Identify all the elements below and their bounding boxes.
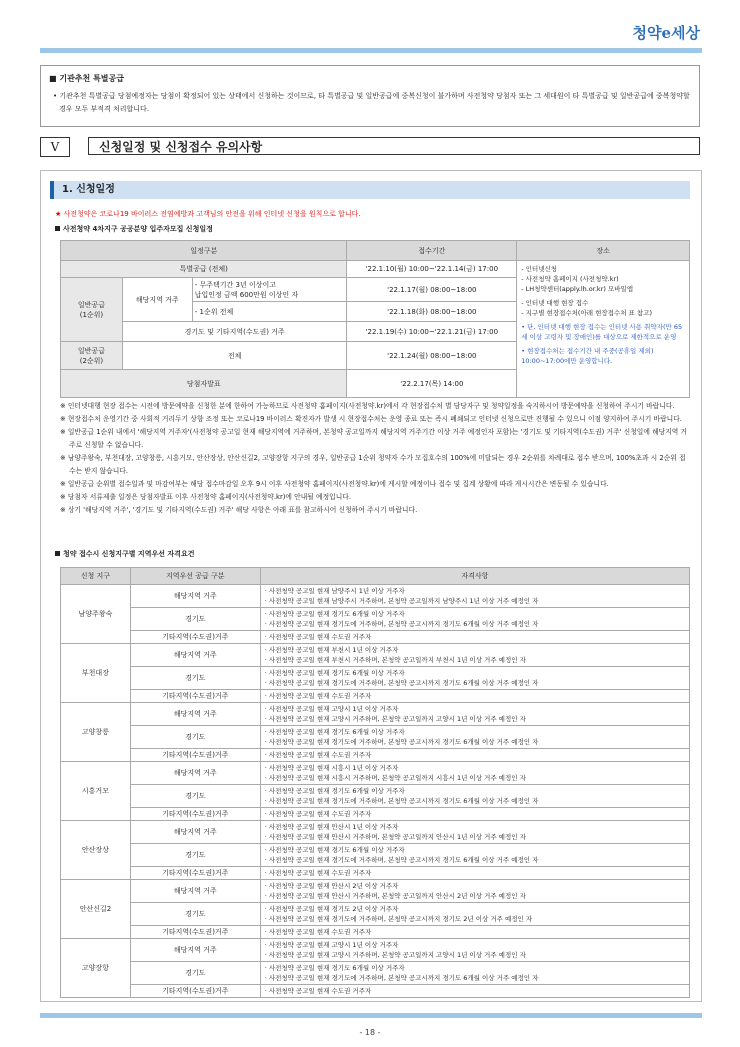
qual-line: · 사전청약 공고일 현재 경기도 6개월 이상 거주자 [264, 787, 405, 795]
etc-type-cell: 기타지역(수도권)거주 [130, 749, 260, 762]
notice-title: ■ 기관추천 특별공급 [49, 74, 124, 83]
local-type-cell: 해당지역 거주 [130, 939, 260, 962]
region-cell: 안산신길2 [61, 880, 131, 939]
top-bar [40, 48, 702, 53]
gg-period: '22.1.19(수) 10:00~'22.1.21(금) 17:00 [347, 322, 517, 342]
notice-bullet: • 기관추천 특별공급 당첨예정자는 당첨이 확정되어 있는 상태에서 신청하는 것이므로, 타 특별공급 및 일반공급에 중복신청이 불가하며 사전청약 당첨자 또는 그 세대원이 타 특별공급 및 일반공급에 중복청약할 경우 모두 부적격 처리합니다. [53, 92, 690, 113]
qual-title: 청약 접수시 신청지구별 지역우선 자격요건 [55, 549, 194, 559]
table-row [61, 939, 690, 962]
qual-line: · 사전청약 공고일 현재 고양시 1년 이상 거주자 [264, 941, 399, 949]
gg-label: 경기도 및 기타지역(수도권) 거주 [122, 322, 347, 342]
r1-label: - 무주택기간 3년 이상이고 납입인정 금액 600만원 이상인 자 [192, 278, 347, 302]
etc-qual-cell: · 사전청약 공고일 현재 수도권 거주자 [260, 749, 689, 762]
gg-qual-cell [260, 785, 689, 808]
qual-line: · 사전청약 공고일 현재 경기도 6개월 이상 거주자 [264, 964, 405, 972]
note-item: ※ 일반공급 1순위 내에서 '해당지역 거주자'(사전청약 공고일 현재 해당지역에 거주하며, 본청약 공고일까지 해당지역 거주기간 이상 거주 예정인자 포함)는 '경기도 및 기타지역(수도권) 거주' 신청일에 해당지역 거주로 신청할 수 없습니다. [60, 428, 688, 449]
qual-line: · 사전청약 공고일 현재 경기도에 거주하며, 본청약 공고시까지 경기도 6개월 이상 거주 예정인 자 [264, 738, 539, 746]
th-place: 장소 [517, 241, 690, 261]
all-period: '22.1.24(월) 08:00~18:00 [347, 342, 517, 370]
qual-line: · 사전청약 공고일 현재 경기도에 거주하며, 본청약 공고시까지 경기도 6개월 이상 거주 예정인 자 [264, 797, 539, 805]
qual-line: · 사전청약 공고일 현재 시흥시 거주하며, 본청약 공고일까지 시흥시 1년 이상 거주 예정인 자 [264, 774, 526, 782]
gg-qual-cell [260, 726, 689, 749]
etc-qual-cell: · 사전청약 공고일 현재 수도권 거주자 [260, 985, 689, 998]
local-qual-cell [260, 880, 689, 903]
qual-line: · 사전청약 공고일 현재 남양주시 거주하며, 본청약 공고일까지 남양주시 1년 이상 거주 예정인 자 [264, 597, 539, 605]
table-row [61, 690, 690, 703]
qual-line: · 사전청약 공고일 현재 고양시 1년 이상 거주자 [264, 705, 399, 713]
region-cell: 남양주왕숙 [61, 585, 131, 644]
note-item: ※ 당첨자 서류제출 일정은 당첨자발표 이후 사전청약 홈페이지(사전청약.kr)에 안내될 예정입니다. [60, 493, 351, 501]
table-row [61, 667, 690, 690]
winner-label: 당첨자발표 [61, 370, 347, 398]
table-row [61, 808, 690, 821]
qualification-table [60, 567, 690, 998]
table-row [61, 644, 690, 667]
qual-line: · 사전청약 공고일 현재 경기도에 거주하며, 본청약 공고시까지 경기도 6개월 이상 거주 예정인 자 [264, 856, 539, 864]
gg-qual-cell [260, 608, 689, 631]
section-title: 신청일정 및 신청접수 유의사항 [88, 137, 700, 155]
etc-type-cell: 기타지역(수도권)거주 [130, 926, 260, 939]
local-label: 해당지역 거주 [122, 278, 192, 322]
gg-type-cell: 경기도 [130, 608, 260, 631]
region-cell: 부천대장 [61, 644, 131, 703]
qual-line: · 사전청약 공고일 현재 경기도 6개월 이상 거주자 [264, 669, 405, 677]
qual-line: · 사전청약 공고일 현재 경기도에 거주하며, 본청약 공고시까지 경기도 6개월 이상 거주 예정인 자 [264, 974, 539, 982]
table-row [61, 726, 690, 749]
table-row [61, 880, 690, 903]
local-type-cell: 해당지역 거주 [130, 821, 260, 844]
winner-period: '22.2.17(목) 14:00 [347, 370, 517, 398]
local-type-cell: 해당지역 거주 [130, 703, 260, 726]
qual-line: · 사전청약 공고일 현재 경기도 6개월 이상 거주자 [264, 610, 405, 618]
note-item: ※ 인터넷대행 현장 접수는 시전에 방문예약을 신청한 분에 한하여 가능하므로 사전청약 홈페이지(사전청약.kr)에서 각 현장접수처 별 담당자구 및 청약일정을 숙지하시어 방문예약을 신청하여 주시기 바랍니다. [60, 402, 675, 410]
place-cell: - 인터넷신청 - 사전청약 홈페이지 (사전청약.kr) - LH청약센터(apply.lh.or.kr) 모바일앱 - 인터넷 대행 현장 접수 - 지구별 현장접수처(아래 현장접수처 표 참고) • 단, 인터넷 대행 현장 접수는 인터넷 사용 취약자(만 65세 이상 고령자 및 장애인)를 대상으로 제한적으로 운영 • 현장접수처는 접수기간 내 주중(공휴일 제외) 10:00~17:00에만 운영합니다. [517, 261, 690, 398]
gg-type-cell: 경기도 [130, 844, 260, 867]
local-qual-cell [260, 939, 689, 962]
qual-line: · 사전청약 공고일 현재 안산시 거주하며, 본청약 공고일까지 안산시 1년 이상 거주 예정인 자 [264, 833, 526, 841]
table-row [61, 926, 690, 939]
r2-label: - 1순위 전체 [192, 302, 347, 322]
th-supply-type: 지역우선 공급 구분 [130, 568, 260, 585]
gen1-label: 일반공급 (1순위) [61, 278, 123, 342]
qual-line: · 사전청약 공고일 현재 경기도에 거주하며, 본청약 공고시까지 경기도 6개월 이상 거주 예정인 자 [264, 620, 539, 628]
gen2-label: 일반공급 (2순위) [61, 342, 123, 370]
section-header [40, 137, 702, 157]
gg-qual-cell [260, 667, 689, 690]
all-label: 전체 [122, 342, 347, 370]
qual-line: · 사전청약 공고일 현재 안산시 거주하며, 본청약 공고일까지 안산시 2년 이상 거주 예정인 자 [264, 892, 526, 900]
qual-line: · 사전청약 공고일 현재 고양시 거주하며, 본청약 공고일까지 고양시 1년 이상 거주 예정인 자 [264, 951, 526, 959]
local-qual-cell [260, 644, 689, 667]
etc-type-cell: 기타지역(수도권)거주 [130, 631, 260, 644]
r2-period: '22.1.18(화) 08:00~18:00 [347, 302, 517, 322]
bottom-bar [40, 1013, 702, 1018]
gg-type-cell: 경기도 [130, 785, 260, 808]
table-row [61, 867, 690, 880]
table-row [61, 821, 690, 844]
local-type-cell: 해당지역 거주 [130, 644, 260, 667]
region-cell: 시흥거모 [61, 762, 131, 821]
qual-line: · 사전청약 공고일 현재 부천시 1년 이상 거주자 [264, 646, 399, 654]
subsection-title: 1. 신청일정 [50, 181, 690, 199]
note-item: ※ 일반공급 순위별 접수일과 및 마감여부는 해당 접수마감일 오후 9시 이후 사전청약 홈페이지(사전청약.kr)에 게시할 예정이나 접수 및 집계 상황에 따라 게시시간은 변동될 수 있습니다. [60, 480, 609, 488]
gg-type-cell: 경기도 [130, 903, 260, 926]
etc-qual-cell: · 사전청약 공고일 현재 수도권 거주자 [260, 808, 689, 821]
local-qual-cell [260, 762, 689, 785]
table-row [61, 903, 690, 926]
etc-type-cell: 기타지역(수도권)거주 [130, 808, 260, 821]
th-region: 신청 지구 [61, 568, 131, 585]
gg-type-cell: 경기도 [130, 667, 260, 690]
region-cell: 안산장상 [61, 821, 131, 880]
qual-line: · 사전청약 공고일 현재 경기도 6개월 이상 거주자 [264, 728, 405, 736]
etc-qual-cell: · 사전청약 공고일 현재 수도권 거주자 [260, 867, 689, 880]
page-number: - 18 - [359, 1028, 381, 1037]
table-row [61, 608, 690, 631]
qual-line: · 사전청약 공고일 현재 부천시 거주하며, 본청약 공고일까지 부천시 1년 이상 거주 예정인 자 [264, 656, 526, 664]
etc-qual-cell: · 사전청약 공고일 현재 수도권 거주자 [260, 926, 689, 939]
table-row [61, 844, 690, 867]
table-row [61, 703, 690, 726]
local-type-cell: 해당지역 거주 [130, 762, 260, 785]
etc-type-cell: 기타지역(수도권)거주 [130, 985, 260, 998]
qual-line: · 사전청약 공고일 현재 경기도 2년 이상 거주자 [264, 905, 399, 913]
r1-period: '22.1.17(월) 08:00~18:00 [347, 278, 517, 302]
local-type-cell: 해당지역 거주 [130, 880, 260, 903]
table-row [61, 785, 690, 808]
note-item: ※ 현장접수처 운영기간 중 사회적 거리두기 상향 조정 또는 코로나19 바이러스 확진자가 발생 시 현장접수처는 운영 종료 또는 즉시 폐쇄되고 인터넷 신청으로만 진행될 수 있으니 이점 양지하여 주시기 바랍니다. [60, 415, 682, 423]
note-item: ※ 남양주왕숙, 부천대장, 고양창릉, 시흥거모, 안산장상, 안산신길2, 고양장항 지구의 경우, 일반공급 1순위 청약자 수가 모집호수의 100%에 미달되는 경우 2순위를 차례대로 접수 받으며, 100%초과 시 2순위 접수는 받지 않습니다. [60, 454, 686, 475]
gg-qual-cell [260, 903, 689, 926]
star-note: ★ 사전청약은 코로나19 바이러스 전염예방과 고객님의 안전을 위해 인터넷 신청을 원칙으로 합니다. [55, 210, 361, 218]
local-qual-cell [260, 821, 689, 844]
local-qual-cell [260, 703, 689, 726]
local-qual-cell [260, 585, 689, 608]
table-row [61, 985, 690, 998]
sched-title: 사전청약 4차지구 공공분양 입주자모집 신청일정 [55, 224, 213, 234]
table-row [61, 962, 690, 985]
note-item: ※ 상기 '해당지역 거주', '경기도 및 기타지역(수도권) 거주' 해당 사항은 아래 표를 참고하시어 신청하여 주시기 바랍니다. [60, 506, 418, 514]
notes-list [60, 400, 690, 517]
special-period: '22.1.10(월) 10:00~'22.1.14(금) 17:00 [347, 261, 517, 278]
etc-type-cell: 기타지역(수도권)거주 [130, 867, 260, 880]
th-period: 접수기간 [347, 241, 517, 261]
etc-qual-cell: · 사전청약 공고일 현재 수도권 거주자 [260, 690, 689, 703]
schedule-table [60, 240, 690, 398]
qual-line: · 사전청약 공고일 현재 경기도에 거주하며, 본청약 공고시까지 경기도 6개월 이상 거주 예정인 자 [264, 679, 539, 687]
gg-type-cell: 경기도 [130, 726, 260, 749]
region-cell: 고양장항 [61, 939, 131, 998]
gg-type-cell: 경기도 [130, 962, 260, 985]
gg-qual-cell [260, 962, 689, 985]
qual-line: · 사전청약 공고일 현재 고양시 거주하며, 본청약 공고일까지 고양시 1년 이상 거주 예정인 자 [264, 715, 526, 723]
section-number: Ⅴ [40, 137, 70, 157]
table-row [61, 749, 690, 762]
qual-line: · 사전청약 공고일 현재 시흥시 1년 이상 거주자 [264, 764, 399, 772]
etc-qual-cell: · 사전청약 공고일 현재 수도권 거주자 [260, 631, 689, 644]
table-row [61, 631, 690, 644]
region-cell: 고양창릉 [61, 703, 131, 762]
local-type-cell: 해당지역 거주 [130, 585, 260, 608]
logo: 청약e세상 [632, 24, 700, 42]
etc-type-cell: 기타지역(수도권)거주 [130, 690, 260, 703]
qual-line: · 사전청약 공고일 현재 안산시 1년 이상 거주자 [264, 823, 399, 831]
table-row [61, 762, 690, 785]
qual-line: · 사전청약 공고일 현재 남양주시 1년 이상 거주자 [264, 587, 405, 595]
notice-box [40, 65, 700, 127]
th-schedule: 일정구분 [61, 241, 347, 261]
special-label: 특별공급 (전체) [61, 261, 347, 278]
qual-line: · 사전청약 공고일 현재 경기도 6개월 이상 거주자 [264, 846, 405, 854]
gg-qual-cell [260, 844, 689, 867]
th-qualification: 자격사항 [260, 568, 689, 585]
table-row [61, 585, 690, 608]
qual-line: · 사전청약 공고일 현재 안산시 2년 이상 거주자 [264, 882, 399, 890]
qual-line: · 사전청약 공고일 현재 경기도에 거주하며, 본청약 공고시까지 경기도 2년 이상 거주 예정인 자 [264, 915, 533, 923]
